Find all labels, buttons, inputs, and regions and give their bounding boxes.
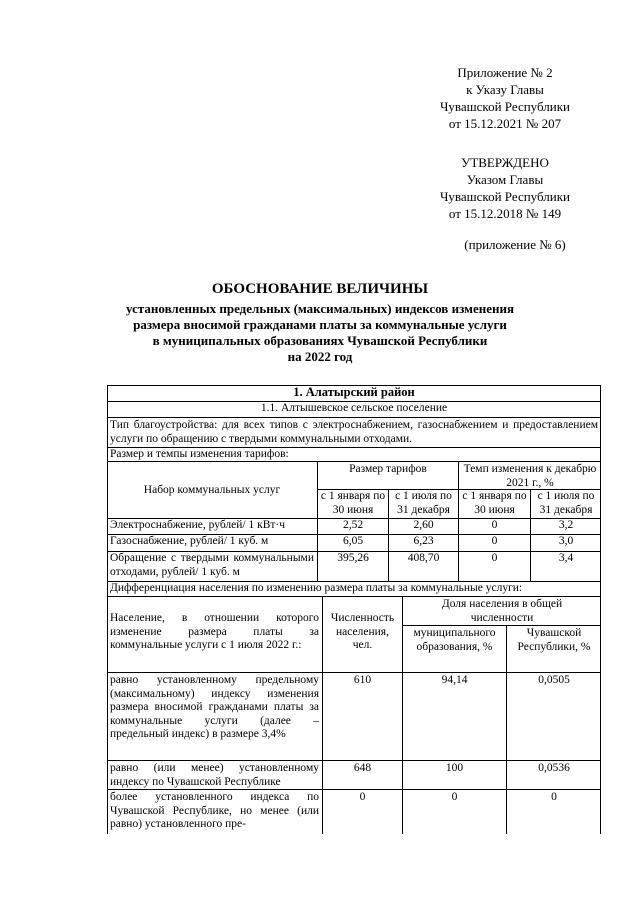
tariff-row-3-v1: 395,26 (337, 552, 369, 564)
tariff-row-3-v3: 0 (491, 552, 498, 564)
tariff-row-3-v2: 408,70 (407, 552, 440, 564)
population-row-1-republic: 0,0505 (538, 674, 570, 686)
population-row-1-municipal: 94,14 (441, 674, 468, 686)
header-tariff-size: Размер тарифов (349, 463, 427, 475)
appendix-line-2: к Указу Главы (466, 82, 544, 97)
population-row-1-count: 610 (353, 674, 372, 686)
header-services: Набор коммунальных услуг (143, 484, 281, 496)
approved-line-3: Чувашской Республики (439, 189, 571, 204)
improvement-type: Тип благоустройства: для всех типов с электроснабжением, газоснабжением и предоставлением услуги по обращению с твердыми коммунальными отходами. (110, 419, 598, 445)
subheader-municipal: муниципального образования, % (413, 627, 496, 653)
tariff-row-2-v2: 6,23 (413, 535, 434, 547)
title-line-5: на 2022 год (287, 349, 353, 364)
subheader-republic: Чувашской Республики, % (517, 627, 591, 653)
tariff-row-2-v4: 3,0 (558, 535, 574, 547)
tariff-row-3-name: Обращение с твердыми коммунальными отходами, рублей/ 1 куб. м (110, 552, 314, 578)
approved-line-1: УТВЕРЖДЕНО (461, 155, 549, 170)
appendix-line-4: от 15.12.2021 № 207 (448, 116, 562, 131)
header-rate-change: Темп изменения к декабрю 2021 г., % (463, 463, 597, 489)
tariff-row-2-name: Газоснабжение, рублей/ 1 куб. м (110, 535, 269, 547)
tariffs-caption: Размер и темпы изменения тарифов: (110, 448, 289, 460)
title-line-3: размера вносимой гражданами платы за коммунальные услуги (133, 317, 507, 332)
approved-block (420, 154, 590, 222)
document-title (60, 280, 580, 365)
settlement-heading: 1.1. Алтышевское сельское поселение (260, 402, 448, 414)
appendix-reference: (приложение № 6) (464, 237, 566, 252)
header-population-group: Население, в отношении которого изменение размера платы за коммунальные услуги с 1 июля 2022 г.: (110, 612, 319, 651)
district-heading: 1. Алатырский район (293, 385, 415, 399)
appendix-line-1: Приложение № 2 (457, 65, 553, 80)
header-population-share: Доля населения в общей численности (441, 598, 563, 624)
differentiation-caption: Дифференциация населения по изменению размера платы за коммунальные услуги: (110, 582, 523, 594)
tariff-row-3-v4: 3,4 (558, 552, 574, 564)
population-row-3-name: более установленного индекса по Чувашской Республике, но менее (или равно) установленного пре- (110, 791, 319, 830)
tariff-row-2-v3: 0 (491, 535, 498, 547)
approved-line-2: Указом Главы (466, 172, 544, 187)
header-population-count: Численность населения, чел. (330, 612, 395, 651)
tariff-row-1-v4: 3,2 (558, 519, 574, 531)
tariff-row-1-v1: 2,52 (342, 519, 364, 531)
population-row-3-count: 0 (359, 791, 366, 803)
population-row-2-republic: 0,0536 (538, 762, 570, 774)
population-row-3-republic: 0 (551, 791, 557, 803)
subheader-jan-jun-rate: с 1 января по 30 июня (462, 490, 527, 516)
tariff-row-1-v2: 2,60 (413, 519, 434, 531)
population-row-1-name: равно установленному предельному (максимальному) индексу изменения размера вносимой гражданами платы за коммунальные услуги (далее – предельный индекс) в размере 3,4% (110, 674, 319, 740)
approved-line-4: от 15.12.2018 № 149 (448, 206, 562, 221)
subheader-jul-dec-rate: с 1 июля по 31 декабря (537, 490, 595, 516)
title-line-4: в муниципальных образованиях Чувашской Республики (152, 333, 488, 348)
appendix-line-3: Чувашской Республики (439, 99, 571, 114)
population-row-2-municipal: 100 (445, 762, 464, 774)
subheader-jan-jun-size: с 1 января по 30 июня (320, 490, 386, 516)
tariff-row-2-v1: 6,05 (342, 535, 364, 547)
tariff-row-1-name: Электроснабжение, рублей/ 1 кВт·ч (110, 519, 286, 531)
appendix-block (420, 64, 590, 132)
population-row-3-municipal: 0 (451, 791, 458, 803)
population-row-2-name: равно (или менее) установленному индексу по Чувашской Республике (110, 762, 319, 788)
title-line-1: ОБОСНОВАНИЕ ВЕЛИЧИНЫ (211, 281, 429, 297)
population-row-2-count: 648 (353, 762, 372, 774)
tariff-row-1-v3: 0 (491, 519, 498, 531)
title-line-2: установленных предельных (максимальных) индексов изменения (125, 301, 515, 316)
subheader-jul-dec-size: с 1 июля по 31 декабря (395, 490, 452, 516)
